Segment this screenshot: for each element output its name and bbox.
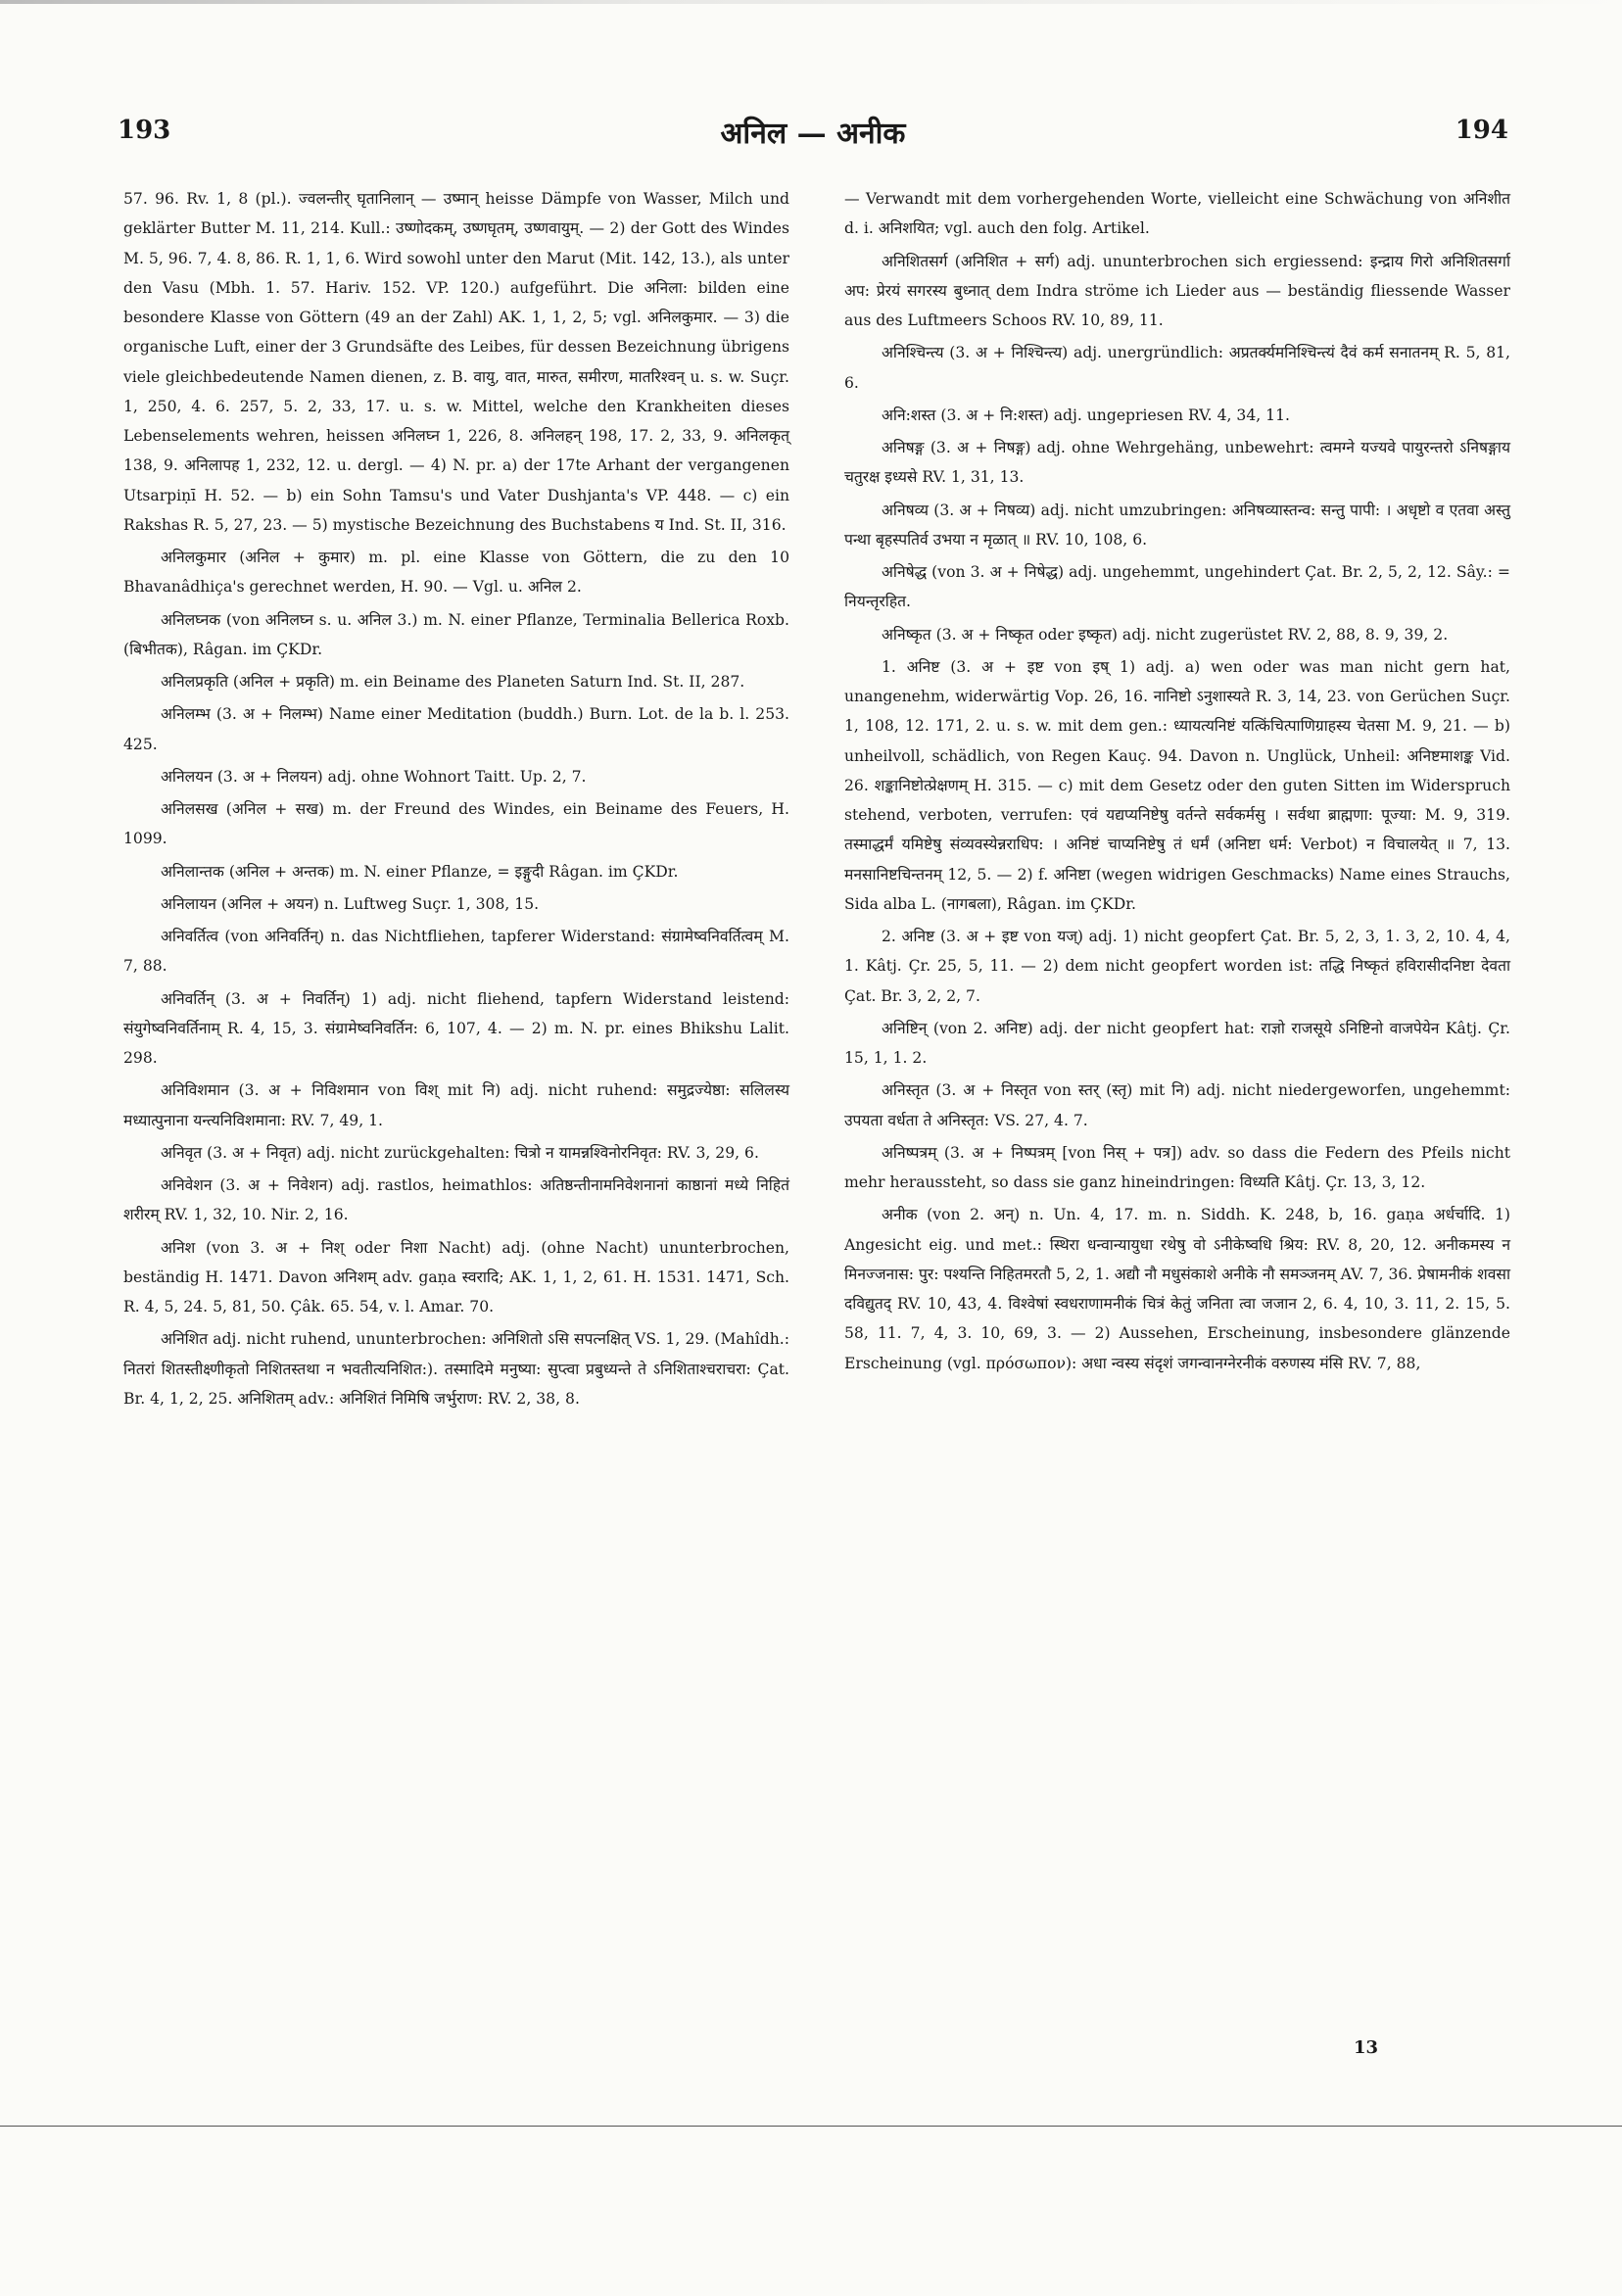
page-number-left: 193 — [118, 116, 171, 145]
left-column — [123, 184, 789, 1416]
dictionary-entry: — Verwandt mit dem vorhergehenden Worte, vielleicht eine Schwächung von अनिशीत d. i. अनिशयित; vgl. auch den folg. Artikel. — [844, 190, 1510, 238]
dictionary-entry: अनिवेशन (3. अ + निवेशन) adj. rastlos, heimathlos: अतिष्ठन्तीनामनिवेशनानां काष्ठानां मध्ये निहितं शरीरम् RV. 1, 32, 10. Nir. 2, 16. — [123, 1176, 789, 1224]
bottom-rule — [0, 2126, 1622, 2127]
page-number-right: 194 — [1455, 116, 1508, 145]
dictionary-entry: अनिषेद्ध (von 3. अ + निषेद्ध) adj. ungehemmt, ungehindert Çat. Br. 2, 5, 2, 12. Sây.: = नियन्तृरहित. — [844, 563, 1510, 611]
dictionary-entry: अनिशित adj. nicht ruhend, ununterbrochen: अनिशितो ऽसि सपत्नक्षित् VS. 1, 29. (Mahîdh.: नितरां शितस्तीक्ष्णीकृतो निशितस्तथा न भवतीत्यनिशित:). तस्मादिमे मनुष्या: सुप्त्वा प्रबुध्यन्ते ते ऽनिशिताश्चराचरा: Çat. Br. 4, 1, 2, 25. अनिशितम् adv.: अनिशितं निमिषि जर्भुराण: RV. 2, 38, 8. — [123, 1330, 789, 1408]
dictionary-entry: 1. अनिष्ट (3. अ + इष्ट von इष् 1) adj. a) wen oder was man nicht gern hat, unangenehm, widerwärtig Vop. 26, 16. नानिष्टो ऽनुशास्यते R. 3, 14, 23. von Gerüchen Suçr. 1, 108, 12. 171, 2. u. s. w. mit dem gen.: ध्यायत्यनिष्टं यत्किंचित्पाणिग्राहस्य चेतसा M. 9, 21. — b) unheilvoll, schädlich, von Regen Kauç. 94. Davon n. Unglück, Unheil: अनिष्टमाशङ्क Vid. 26. शङ्कानिष्टोत्प्रेक्षणम् H. 315. — c) mit dem Gesetz oder den guten Sitten im Widerspruch stehend, verboten, verrufen: एवं यद्यप्यनिष्टेषु वर्तन्ते सर्वकर्मसु । सर्वथा ब्राह्मणा: पूज्या: M. 9, 319. तस्माद्धर्मं यमिष्टेषु संव्यवस्येन्नराधिप: । अनिष्टं चाप्यनिष्टेषु तं धर्मं (अनिष्टा धर्म: Verbot) न विचालयेत् ॥ 7, 13. मनसानिष्टचिन्तनम् 12, 5. — 2) f. अनिष्टा (wegen widrigen Geschmacks) Name eines Strauchs, Sida alba L. (नागबला), Râgan. im ÇKDr. — [844, 657, 1510, 913]
dictionary-entry: अनिस्तृत (3. अ + निस्तृत von स्तर् (स्तृ) mit नि) adj. nicht niedergeworfen, ungehemmt: उपयता वर्धता ते अनिस्तृत: VS. 27, 4. 7. — [844, 1081, 1510, 1129]
right-column — [844, 184, 1510, 1381]
dictionary-entry: अनिविशमान (3. अ + निविशमान von विश् mit नि) adj. nicht ruhend: समुद्रज्येष्ठा: सलिलस्य मध्यात्पुनाना यन्त्यनिविशमाना: RV. 7, 49, 1. — [123, 1081, 789, 1129]
running-headword: अनिल — अनीक — [720, 117, 906, 151]
dictionary-entry: अनिश्चिन्त्य (3. अ + निश्चिन्त्य) adj. unergründlich: अप्रतर्क्यमनिश्चिन्त्यं दैवं कर्म सनातनम् R. 5, 81, 6. — [844, 344, 1510, 392]
dictionary-entry: अनिलान्तक (अनिल + अन्तक) m. N. einer Pflanze, = इङ्गुदी Râgan. im ÇKDr. — [161, 862, 679, 881]
dictionary-entry: अनिवर्तित्व (von अनिवर्तिन्) n. das Nichtfliehen, tapferer Widerstand: संग्रामेष्वनिवर्तित्वम् M. 7, 88. — [123, 928, 789, 976]
dictionary-entry: अनिलघ्नक (von अनिलघ्न s. u. अनिल 3.) m. N. einer Pflanze, Terminalia Bellerica Roxb. (बिभीतक), Râgan. im ÇKDr. — [123, 610, 789, 658]
dictionary-entry: अनिलकुमार (अनिल + कुमार) m. pl. eine Klasse von Göttern, die zu den 10 Bhavanâdhiça's gerechnet werden, H. 90. — Vgl. u. अनिल 2. — [123, 549, 789, 597]
dictionary-entry: अनिष्कृत (3. अ + निष्कृत oder इष्कृत) adj. nicht zugerüstet RV. 2, 88, 8. 9, 39, 2. — [882, 625, 1449, 644]
dictionary-entry: 57. 96. Rv. 1, 8 (pl.). ज्वलन्तीर् घृतानिलान् — उष्मान् heisse Dämpfe von Wasser, Milch und geklärter Butter M. 11, 214. Kull.: उष्णोदकम्, उष्णघृतम्, उष्णवायुम्. — 2) der Gott des Windes M. 5, 96. 7, 4. 8, 86. R. 1, 1, 6. Wird sowohl unter den Marut (Mit. 142, 13.), als unter den Vasu (Mbh. 1. 57. Hariv. 152. VP. 120.) aufgeführt. Die अनिला: bilden eine besondere Klasse von Göttern (49 an der Zahl) AK. 1, 1, 2, 5; vgl. अनिलकुमार. — 3) die organische Luft, einer der 3 Grundsäfte des Leibes, für dessen Bezeichnung übrigens viele gleichbedeutende Namen dienen, z. B. वायु, वात, मारुत, समीरण, मातरिश्वन् u. s. w. Suçr. 1, 250, 4. 6. 257, 5. 2, 33, 17. u. s. w. Mittel, welche den Krankheiten dieses Lebenselements wehren, heissen अनिलघ्न 1, 226, 8. अनिलहन् 198, 17. 2, 33, 9. अनिलकृत् 138, 9. अनिलापह 1, 232, 12. u. dergl. — 4) N. pr. a) der 17te Arhant der vergangenen Utsarpiṇī H. 52. — b) ein Sohn Tamsu's und Vater Dushjanta's VP. 448. — c) ein Rakshas R. 5, 27, 23. — 5) mystische Bezeichnung des Buchstabens य Ind. St. II, 316. — [123, 190, 789, 534]
dictionary-entry: अनिलप्रकृति (अनिल + प्रकृति) m. ein Beiname des Planeten Saturn Ind. St. II, 287. — [161, 673, 745, 691]
page-header — [118, 116, 1508, 155]
dictionary-entry: अनिलम्भ (3. अ + निलम्भ) Name einer Meditation (buddh.) Burn. Lot. de la b. l. 253. 425. — [123, 705, 789, 753]
dictionary-entry: अनिषव्य (3. अ + निषव्य) adj. nicht umzubringen: अनिषव्यास्तन्व: सन्तु पापी: । अधृष्टो व एतवा अस्तु पन्था बृहस्पतिर्व उभया न मृळात् ॥ RV. 10, 108, 6. — [844, 501, 1510, 549]
dictionary-entry: अनिशितसर्ग (अनिशित + सर्ग) adj. ununterbrochen sich ergiessend: इन्द्राय गिरो अनिशितसर्गा अप: प्रेरयं सगरस्य बुध्नात् dem Indra ströme ich Lieder aus — beständig fliessende Wasser aus des Luftmeers Schoos RV. 10, 89, 11. — [844, 252, 1510, 329]
dictionary-entry: अनिवर्तिन् (3. अ + निवर्तिन्) 1) adj. nicht fliehend, tapfern Widerstand leistend: संयुगेष्वनिवर्तिनाम् R. 4, 15, 3. संग्रामेष्वनिवर्तिन: 6, 107, 4. — 2) m. N. pr. eines Bhikshu Lalit. 298. — [123, 989, 789, 1067]
dictionary-entry: अनिषङ्ग (3. अ + निषङ्ग) adj. ohne Wehrgehäng, unbewehrt: त्वमग्ने यज्यवे पायुरन्तरो ऽनिषङ्गाय चतुरक्ष इध्यसे RV. 1, 31, 13. — [844, 439, 1510, 487]
signature-mark: 13 — [1354, 2037, 1379, 2058]
dictionary-entry: अनिष्टिन् (von 2. अनिष्ट) adj. der nicht geopfert hat: राज्ञो राजसूये ऽनिष्टिनो वाजपेयेन Kâtj. Çr. 15, 1, 1. 2. — [844, 1019, 1510, 1067]
dictionary-entry: अनिलसख (अनिल + सख) m. der Freund des Windes, ein Beiname des Feuers, H. 1099. — [123, 800, 789, 848]
dictionary-entry: अनि:शस्त (3. अ + नि:शस्त) adj. ungepriesen RV. 4, 34, 11. — [882, 406, 1290, 424]
dictionary-entry: अनीक (von 2. अन्) n. Un. 4, 17. m. n. Siddh. K. 248, b, 16. gaṇa अर्धर्चादि. 1) Angesicht eig. und met.: स्थिरा धन्वान्यायुधा रथेषु वो ऽनीकेष्वधि श्रिय: RV. 8, 20, 12. अनीकमस्य न मिनज्जनास: पुर: पश्यन्ति निहितमरतौ 5, 2, 1. अद्यौ नौ मधुसंकाशे अनीके नौ समञ्जनम् AV. 7, 36. प्रेषामनीकं शवसा दविद्युतद् RV. 10, 43, 4. विश्वेषां स्वधराणामनीकं चित्रं केतुं जनिता त्वा जजान 2, 6. 4, 10, 3. 11, 2. 15, 5. 58, 11. 7, 4, 3. 10, 69, 3. — 2) Aussehen, Erscheinung, insbesondere glänzende Erscheinung (vgl. πρόσωπον): अधा न्वस्य संदृशं जगन्वानग्नेरनीकं वरुणस्य मंसि RV. 7, 88, — [844, 1206, 1510, 1372]
dictionary-entry: अनिवृत (3. अ + निवृत) adj. nicht zurückgehalten: चित्रो न यामन्नश्विनोरनिवृत: RV. 3, 29, 6. — [161, 1143, 759, 1162]
dictionary-entry: अनिलयन (3. अ + निलयन) adj. ohne Wohnort Taitt. Up. 2, 7. — [161, 767, 587, 786]
dictionary-entry: अनिलायन (अनिल + अयन) n. Luftweg Suçr. 1, 308, 15. — [161, 894, 540, 913]
scan-edge — [0, 0, 1622, 4]
dictionary-entry: अनिश (von 3. अ + निश् oder निशा Nacht) adj. (ohne Nacht) ununterbrochen, beständig H. 1471. Davon अनिशम् adv. gaṇa स्वरादि; AK. 1, 1, 2, 61. H. 1531. 1471, Sch. R. 4, 5, 24. 5, 81, 50. Çâk. 65. 54, v. l. Amar. 70. — [123, 1238, 789, 1315]
dictionary-entry: अनिष्पत्रम् (3. अ + निष्पत्रम् [von निस् + पत्र]) adv. so dass die Federn des Pfeils nicht mehr heraussteht, so dass sie ganz hineindringen: विध्यति Kâtj. Çr. 13, 3, 12. — [844, 1143, 1510, 1191]
dictionary-entry: 2. अनिष्ट (3. अ + इष्ट von यज्) adj. 1) nicht geopfert Çat. Br. 5, 2, 3, 1. 3, 2, 10. 4, 4, 1. Kâtj. Çr. 25, 5, 11. — 2) dem nicht geopfert worden ist: तद्धि निष्कृतं हविरासीदनिष्टा देवता Çat. Br. 3, 2, 2, 7. — [844, 928, 1510, 1005]
